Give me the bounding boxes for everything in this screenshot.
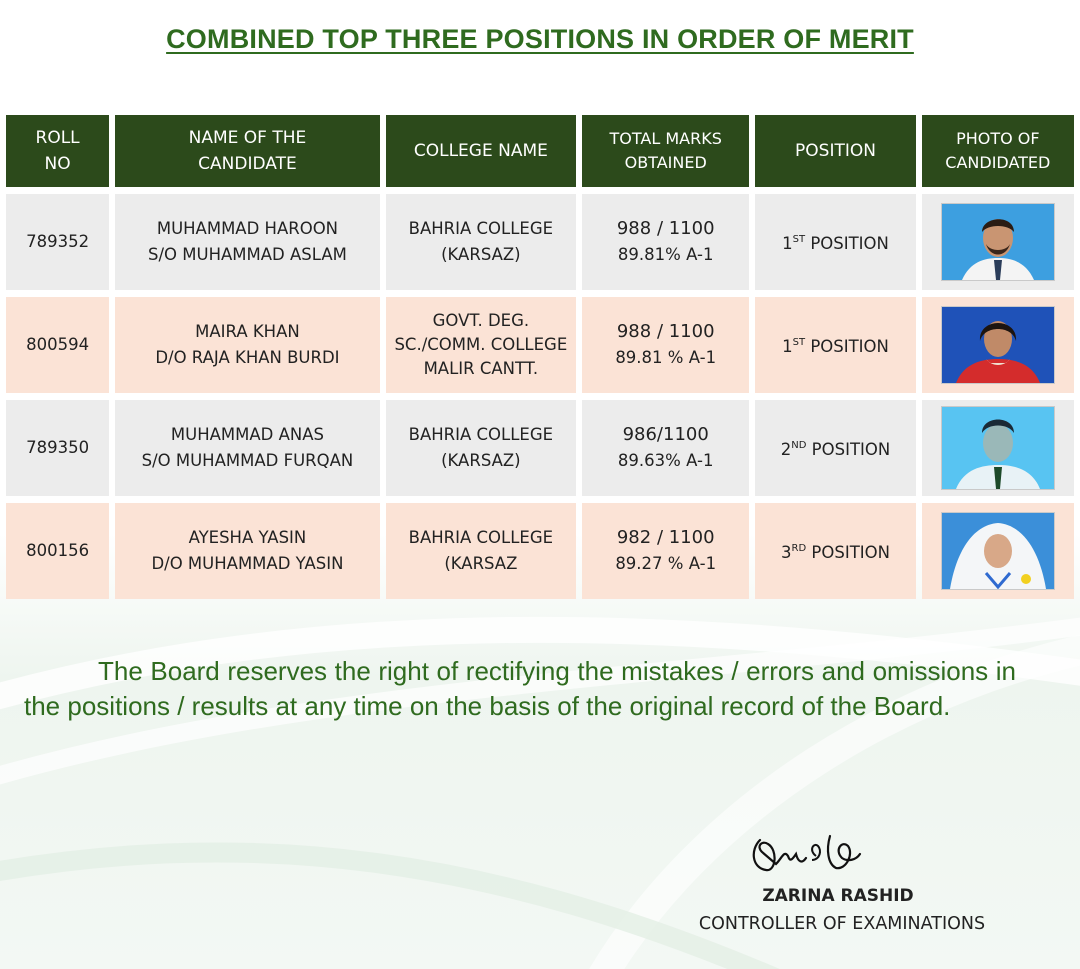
position: 3RD POSITION bbox=[755, 503, 915, 599]
portrait-photo-icon bbox=[942, 407, 1054, 489]
roll-number: 800594 bbox=[6, 297, 109, 393]
header-roll-no: ROLL NO bbox=[6, 115, 109, 187]
signatory-name: ZARINA RASHID bbox=[762, 886, 914, 906]
table-header-row bbox=[6, 115, 1074, 187]
portrait-photo-icon bbox=[942, 204, 1054, 280]
roll-number: 800156 bbox=[6, 503, 109, 599]
candidate-name: MUHAMMAD HAROON S/O MUHAMMAD ASLAM bbox=[115, 194, 380, 290]
portrait-photo-icon bbox=[942, 513, 1054, 589]
signature-icon bbox=[742, 820, 872, 890]
header-position: POSITION bbox=[755, 115, 915, 187]
roll-number: 789352 bbox=[6, 194, 109, 290]
total-marks: 988 / 1100 89.81% A-1 bbox=[582, 194, 749, 290]
header-candidate-name: NAME OF THE CANDIDATE bbox=[115, 115, 380, 187]
college-name: BAHRIA COLLEGE (KARSAZ) bbox=[386, 194, 576, 290]
page-title: COMBINED TOP THREE POSITIONS IN ORDER OF MERIT bbox=[166, 24, 914, 54]
college-name: GOVT. DEG. SC./COMM. COLLEGE MALIR CANTT. bbox=[386, 297, 576, 393]
table-row bbox=[6, 194, 1074, 290]
candidate-photo bbox=[922, 503, 1074, 599]
candidate-photo bbox=[922, 194, 1074, 290]
merit-table bbox=[0, 108, 1080, 606]
total-marks: 988 / 1100 89.81 % A-1 bbox=[582, 297, 749, 393]
table-row bbox=[6, 503, 1074, 599]
disclaimer-note: The Board reserves the right of rectifying the mistakes / errors and omissions in the positions / results at any time on the basis of the original record of the Board. bbox=[24, 656, 1016, 721]
table-row bbox=[6, 297, 1074, 393]
header-college-name: COLLEGE NAME bbox=[386, 115, 576, 187]
position: 1ST POSITION bbox=[755, 194, 915, 290]
signature-block bbox=[690, 820, 1000, 934]
position: 1ST POSITION bbox=[755, 297, 915, 393]
portrait-photo-icon bbox=[942, 307, 1054, 383]
position: 2ND POSITION bbox=[755, 400, 915, 496]
table-row bbox=[6, 400, 1074, 496]
total-marks: 986/1100 89.63% A-1 bbox=[582, 400, 749, 496]
candidate-photo bbox=[922, 400, 1074, 496]
header-total-marks: TOTAL MARKS OBTAINED bbox=[582, 115, 749, 187]
roll-number: 789350 bbox=[6, 400, 109, 496]
candidate-name: AYESHA YASIN D/O MUHAMMAD YASIN bbox=[115, 503, 380, 599]
college-name: BAHRIA COLLEGE (KARSAZ) bbox=[386, 400, 576, 496]
candidate-name: MAIRA KHAN D/O RAJA KHAN BURDI bbox=[115, 297, 380, 393]
signatory-title: CONTROLLER OF EXAMINATIONS bbox=[698, 914, 986, 934]
total-marks: 982 / 1100 89.27 % A-1 bbox=[582, 503, 749, 599]
candidate-photo bbox=[922, 297, 1074, 393]
candidate-name: MUHAMMAD ANAS S/O MUHAMMAD FURQAN bbox=[115, 400, 380, 496]
header-photo: PHOTO OF CANDIDATED bbox=[922, 115, 1074, 187]
college-name: BAHRIA COLLEGE (KARSAZ bbox=[386, 503, 576, 599]
